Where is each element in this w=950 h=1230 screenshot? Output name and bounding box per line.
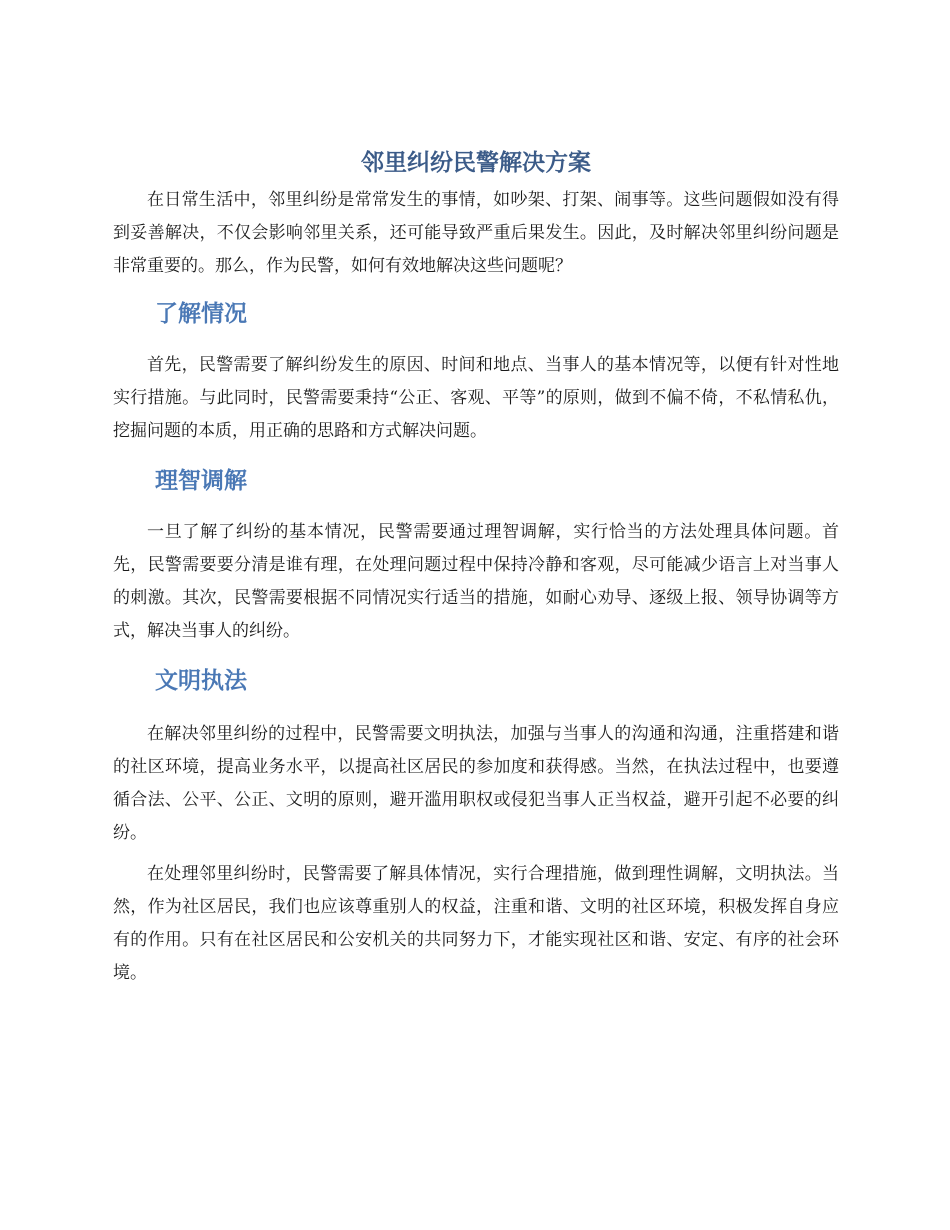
conclusion-paragraph: 在处理邻里纠纷时，民警需要了解具体情况，实行合理措施，做到理性调解，文明执法。当然，作为社区居民，我们也应该尊重别人的权益，注重和谐、文明的社区环境，积极发挥自身应有的作用。只有在社区居民和公安机关的共同努力下，才能实现社区和谐、安定、有序的社会环境。 [113,864,839,983]
section-paragraph-understand: 首先，民警需要了解纠纷发生的原因、时间和地点、当事人的基本情况等，以便有针对性地实行措施。与此同时，民警需要秉持“公正、客观、平等”的原则，做到不偏不倚，不私情私仇，挖掘问题的本质，用正确的思路和方式解决问题。 [113,355,839,441]
document-title: 邻里纠纷民警解决方案 [361,150,591,176]
section-paragraph-civil-enforcement: 在解决邻里纠纷的过程中，民警需要文明执法，加强与当事人的沟通和沟通，注重搭建和谐的社区环境，提高业务水平，以提高社区居民的参加度和获得感。当然，在执法过程中，也要遵循合法、公平、公正、文明的原则，避开滥用职权或侵犯当事人正当权益，避开引起不必要的纠纷。 [113,724,839,843]
section-paragraph-mediation: 一旦了解了纠纷的基本情况，民警需要通过理智调解，实行恰当的方法处理具体问题。首先，民警需要要分清是谁有理，在处理问题过程中保持冷静和客观，尽可能减少语言上对当事人的刺激。其次，民警需要根据不同情况实行适当的措施，如耐心劝导、逐级上报、领导协调等方式，解决当事人的纠纷。 [113,522,839,641]
intro-paragraph: 在日常生活中，邻里纠纷是常常发生的事情，如吵架、打架、闹事等。这些问题假如没有得到妥善解决，不仅会影响邻里关系，还可能导致严重后果发生。因此，及时解决邻里纠纷问题是非常重要的。那么，作为民警，如何有效地解决这些问题呢？ [113,190,839,276]
section-heading-mediation: 理智调解 [155,468,247,494]
section-heading-understand: 了解情况 [155,301,247,327]
section-heading-civil-enforcement: 文明执法 [155,668,247,694]
document-body [113,146,839,990]
